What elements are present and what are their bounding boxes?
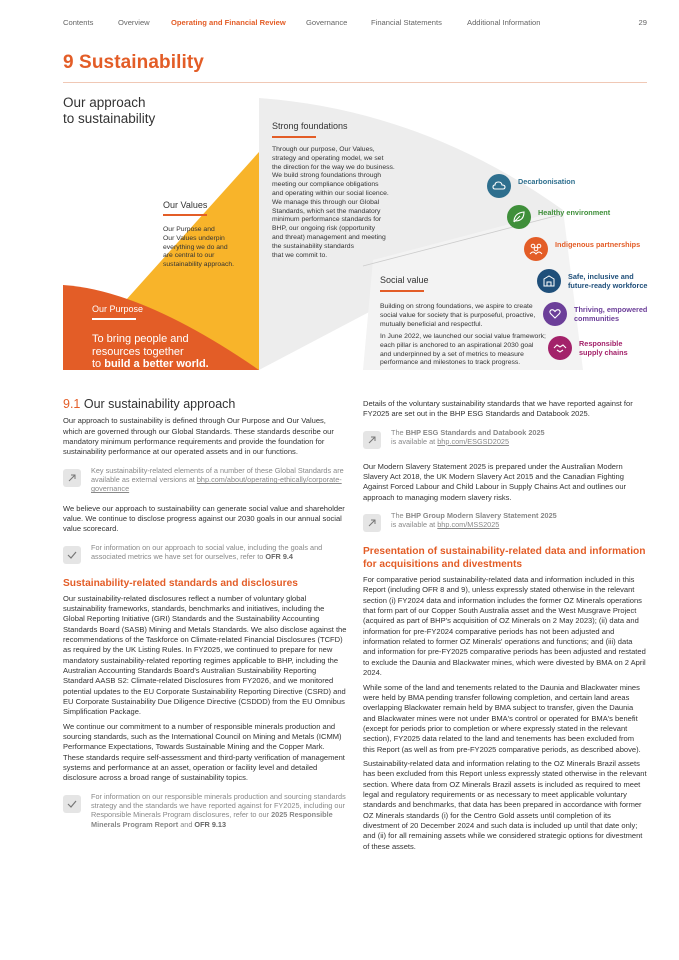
external-link-icon: [363, 431, 381, 449]
strong-foundations-text: Through our purpose, Our Values, strategy and operating model, we set the direction for the way we do business. We build strong foundations through meeting our compliance obligations and operating within our social licence. We manage this through our Global Standards, which set the mandatory minimum performance standards for BHP, our ongoing risk (opportunity and threat) management and meeting the sustainability standards that we commit to.: [272, 146, 395, 259]
reference-responsible-minerals: For information on our responsible minerals production and sourcing standards strategy and the standards we have reported against for FY2025, including our Responsible Minerals Program disclosures, refer to our 2025 Responsible Minerals Program Report and OFR 9.13: [63, 792, 347, 829]
approach-title: Our approach to sustainability: [63, 95, 156, 126]
pillar-decarbonisation: Decarbonisation: [487, 174, 637, 198]
right-column: [363, 399, 647, 856]
modern-slavery-link[interactable]: bhp.com/MSS2025: [437, 520, 500, 530]
ofr-9-13-link[interactable]: OFR 9.13: [194, 819, 227, 829]
daunia-blackwater-paragraph: While some of the land and tenements related to the Daunia and Blackwater mines were held by BMA pending transfer following completion, and certain land areas overlapping Blackwater remain held by BMA subject to transfer, given the Daunia and Blackwater mines were not under BMA's control or operated for BMA's benefit (except for periods prior to completion or where expressly stated in the relevant section), FY2025 data related to the land and tenements has been excluded from this Report (as well as from pre-FY2025 comparative periods, as described above).: [363, 682, 641, 754]
our-purpose-statement: To bring people and resources together to build a better world.: [92, 333, 209, 370]
acquisitions-divestments-heading: Presentation of sustainability-related data and information for acquisitions and divestments: [363, 546, 646, 571]
our-purpose-heading: Our Purpose: [92, 304, 144, 314]
heart-hands-icon: [543, 302, 567, 326]
reference-modern-slavery: The BHP Group Modern Slavery Statement 2025 is available at bhp.com/MSS2025: [363, 511, 647, 535]
pillar-safe-inclusive-workforce: Safe, inclusive and future-ready workforce: [537, 269, 647, 293]
esg-databook-paragraph: Details of the voluntary sustainability standards that we have reported against for FY2025 are set out in the BHP ESG Standards and Databook 2025.: [363, 399, 633, 419]
comparative-data-paragraph: For comparative period sustainability-related data and information included in this Report (including OFR 8 and 9), unless expressly stated otherwise in the relevant section (i) FY2024 data and information includes the former OZ Minerals operations that form part of our Copper South Australia asset and the West Musgrave Project (acquired as part of BHP's acquisition of OZ Minerals on 2 May 2023); (ii) data and information for pre-FY2024 comparative periods has not been adjusted and information related to former OZ Minerals' operations and functions; and (iii) data and information for pre-FY2025 comparative periods has been adjusted and restated to exclude the Daunia and Blackwater mines, which were divested by BMA on 2 April 2024.: [363, 575, 646, 678]
pillar-healthy-environment: Healthy environment: [507, 205, 647, 229]
external-link-icon: [363, 514, 381, 532]
commitment-paragraph: We continue our commitment to a number of responsible minerals production and sourcing standards, such as the International Council on Mining and Metals (ICMM) Performance Expectations, Towards Sustainable Mining and the Copper Mark. These standards require self-assessment and third-party verification of management systems and performance at an asset, operation or facility level and detailed disclosure across a broad range of sustainability topics.: [63, 721, 345, 783]
nav-financial-statements[interactable]: Financial Statements: [371, 18, 442, 27]
standards-paragraph: Our sustainability-related disclosures reflect a number of voluntary global sustainability frameworks, standards, benchmarks and initiatives, including the Global Reporting Initiative (GRI) Standards and the Sustainability Accounting Standards Board (SASB) Mining and Metals Standards. We also disclose against the recommendations of the Taskforce on Climate-related Financial Disclosures (TCFD) as required by the UK Listing Rules. In FY2025, we continued to prepare for new mandatory sustainability-related reporting regimes applicable to BHP, including the Australian Accounting Standards Board's Australian Sustainability Reporting Standard AASB S2: Climate-related Disclosures from FY2026, and we monitored potential updates to the EU Corporate Sustainability Reporting Directive (CSRD) and EU Corporate Sustainability Due Diligence Directive (CSDDD) from the EU Omnibus Simplification Package.: [63, 593, 347, 717]
pillar-thriving-communities: Thriving, empowered communities: [543, 302, 647, 326]
oz-minerals-brazil-paragraph: Sustainability-related data and information relating to the OZ Minerals Brazil assets has been excluded from this Report unless expressly stated otherwise in the relevant section. Where data from OZ Minerals Brazil assets is included as required to meet legal and regulatory requirements or as necessary to meet applicable voluntary standards and benchmarks, that data has been prepared in accordance with former OZ Minerals standards (i) for the Centro Gold assets until completion of its divestment of 20 December 2024 and such data is included up until that date only; and (ii) for all remaining assets while we considered strategic options for divestment of these assets.: [363, 758, 647, 851]
social-value-rule: [380, 290, 424, 292]
esg-databook-link[interactable]: bhp.com/ESGSD2025: [437, 436, 510, 446]
nav-overview[interactable]: Overview: [118, 18, 150, 27]
our-values-heading: Our Values: [163, 200, 208, 210]
governance-link[interactable]: bhp.com/about/operating-ethically/corporate-governance: [91, 475, 342, 494]
cross-reference-icon: [63, 546, 81, 564]
nav-operating-financial-review[interactable]: Operating and Financial Review: [171, 18, 286, 27]
nav-governance[interactable]: Governance: [306, 18, 348, 27]
left-column: [63, 399, 347, 839]
reference-esg-databook: The BHP ESG Standards and Databook 2025 is available at bhp.com/ESGSD2025: [363, 428, 647, 452]
pillar-indigenous-partnerships: Indigenous partnerships: [524, 237, 647, 261]
page-number: 29: [638, 18, 647, 27]
our-values-rule: [163, 214, 207, 216]
reference-global-standards: Key sustainability-related elements of a number of these Global Standards are available as external versions at bhp.com/about/operating-ethically/corporate-governance: [63, 466, 347, 494]
our-values-text: Our Purpose and Our Values underpin everything we do and are central to our sustainability approach.: [163, 226, 235, 269]
modern-slavery-paragraph: Our Modern Slavery Statement 2025 is prepared under the Australian Modern Slavery Act 2018, the UK Modern Slavery Act 2015 and the Canadian Fighting Against Forced Labour and Child Labour in Supply Chains Act and outlines our approach to managing modern slavery risks.: [363, 461, 627, 502]
leaf-icon: [507, 205, 531, 229]
sustainability-approach-diagram: [63, 90, 647, 390]
top-nav: [63, 18, 647, 30]
cloud-icon: [487, 174, 511, 198]
social-value-text-1: Building on strong foundations, we aspire to create social value for society that is purposeful, proactive, mutually beneficial and respectful.: [380, 303, 536, 328]
social-value-text-2: In June 2022, we launched our social value framework; each pillar is anchored to an aspirational 2030 goal and underpinned by a set of metrics to measure performance and milestones to track progress.: [380, 333, 546, 367]
title-divider: [63, 82, 647, 83]
cross-reference-icon: [63, 795, 81, 813]
reference-ofr-9-4: For information on our approach to social value, including the goals and associated metrics we have set for ourselves, refer to OFR 9.4: [63, 543, 347, 567]
ofr-9-4-link[interactable]: OFR 9.4: [265, 551, 293, 561]
strong-foundations-heading: Strong foundations: [272, 121, 348, 131]
social-value-heading: Social value: [380, 275, 429, 285]
approach-paragraph: Our approach to sustainability is defined through Our Purpose and Our Values, which are governed through our Global Standards. These standards describe our mandatory minimum performance requirements and provide the foundation for sustainability performance at our operated assets and in our functions.: [63, 416, 334, 457]
handshake-icon: [548, 336, 572, 360]
pillar-responsible-supply-chains: Responsible supply chains: [548, 336, 647, 360]
strong-foundations-rule: [272, 136, 316, 138]
building-icon: [537, 269, 561, 293]
standards-disclosures-heading: Sustainability-related standards and disclosures: [63, 577, 298, 589]
our-purpose-rule: [92, 318, 136, 320]
nav-contents[interactable]: Contents: [63, 18, 94, 27]
external-link-icon: [63, 469, 81, 487]
social-value-paragraph: We believe our approach to sustainability can generate social value and shareholder value. We continue to disclose progress against our 2030 goals in our annual social value scorecard.: [63, 503, 345, 534]
page-title: 9 Sustainability: [63, 52, 204, 73]
section-heading-9-1: 9.1 Our sustainability approach: [63, 397, 236, 411]
people-icon: [524, 237, 548, 261]
nav-additional-information[interactable]: Additional Information: [467, 18, 541, 27]
